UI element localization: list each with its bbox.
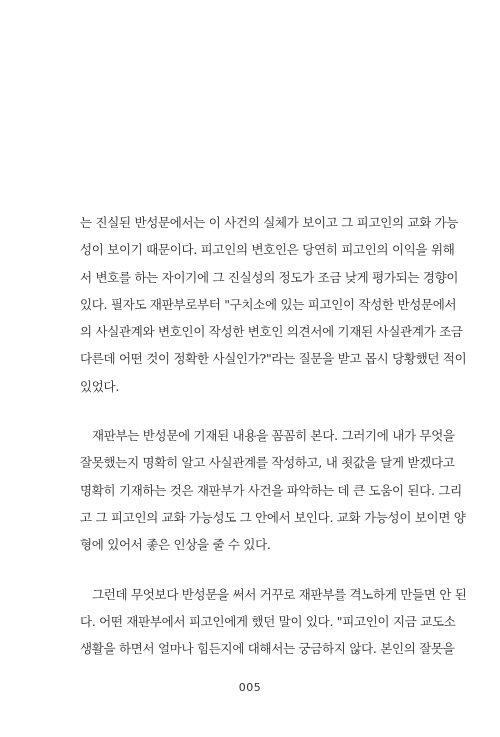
body-text bbox=[80, 209, 467, 662]
text-line: 는 진실된 반성문에서는 이 사건의 실체가 보이고 그 피고인의 교화 가능 bbox=[80, 215, 459, 230]
paragraph-gap bbox=[80, 400, 430, 422]
paragraph-1 bbox=[80, 209, 467, 400]
text-line: 의 사실관계와 변호인이 작성한 변호인 의견서에 기재된 사실관계가 조금 bbox=[80, 324, 463, 340]
text-line: 명확히 기재하는 것은 재판부가 사건을 파악하는 데 큰 도움이 된다. 그리 bbox=[80, 482, 462, 498]
text-line: 형에 있어서 좋은 인상을 줄 수 있다. bbox=[80, 537, 271, 553]
text-line: 재판부는 반성문에 기재된 내용을 꼼꼼히 본다. 그러기에 내가 무엇을 bbox=[92, 428, 455, 444]
text-line: 잘못했는지 명확히 알고 사실관계를 작성하고, 내 죗값을 달게 받겠다고 bbox=[80, 455, 455, 471]
text-line: 성이 보이기 때문이다. 피고인의 변호인은 당연히 피고인의 이익을 위해 bbox=[80, 242, 455, 258]
page-number: 005 bbox=[238, 681, 262, 694]
text-line: 고 그 피고인의 교화 가능성도 그 안에서 보인다. 교화 가능성이 보이면 양 bbox=[80, 509, 466, 525]
paragraph-3 bbox=[80, 581, 467, 663]
text-line: 다른데 어떤 것이 정확한 사실인가?"라는 질문을 받고 몹시 당황했던 적이 bbox=[80, 351, 467, 367]
text-line: 서 변호를 하는 자이기에 그 진실성의 정도가 조금 낮게 평가되는 경향이 bbox=[80, 269, 459, 285]
text-line: 있었다. bbox=[80, 378, 119, 394]
text-line: 생활을 하면서 얼마나 힘든지에 대해서는 궁금하지 않다. 본인의 잘못을 bbox=[80, 641, 455, 657]
text-line: 다. 어떤 재판부에서 피고인에게 했던 말이 있다. "피고인이 지금 교도소 bbox=[80, 613, 456, 629]
text-line: 그런데 무엇보다 반성문을 써서 거꾸로 재판부를 격노하게 만들면 안 된 bbox=[92, 586, 467, 602]
paragraph-2 bbox=[80, 422, 466, 558]
paragraph-gap bbox=[80, 559, 430, 581]
text-line: 있다. 필자도 재판부로부터 "구치소에 있는 피고인이 작성한 반성문에서 bbox=[80, 296, 457, 312]
